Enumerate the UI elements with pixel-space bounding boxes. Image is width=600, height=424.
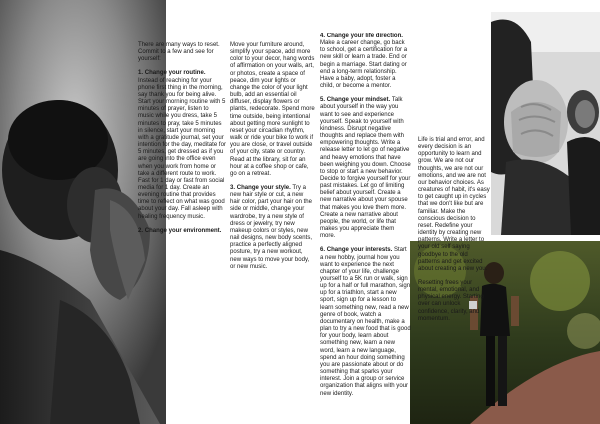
step-2-title: 2. Change your environment. xyxy=(138,227,222,234)
step-6 xyxy=(320,247,411,397)
step-2 xyxy=(138,228,226,235)
text-column-2 xyxy=(230,42,315,278)
step-3-title: 3. Change your style. xyxy=(230,184,291,191)
step-3-body: Try a new hair style or cut, a new hair color, part your hair on the side or middle, change your wardrobe, try a new style of dress or jewelry, try new makeup colors or styles, new nail designs, new body scents, practice a perfectly aligned posture, try a new workout, new ways to move your body, or new music. xyxy=(230,184,313,270)
step-1 xyxy=(138,70,226,220)
intro-text: There are many ways to reset. Commit to a few and see for yourself: xyxy=(138,42,220,63)
step-2-continued xyxy=(230,42,315,178)
step-5 xyxy=(320,97,411,240)
step-4-title: 4. Change your life direction. xyxy=(320,33,403,39)
text-column-1 xyxy=(138,42,226,242)
step-6-title: 6. Change your interests. xyxy=(320,247,393,254)
step-1-title: 1. Change your routine. xyxy=(138,70,206,77)
closing-paragraph-1: Life is trial and error, and every decision is an opportunity to learn and grow. We are not our thoughts, we are not our emotions, and we are not our behavior choices. As creatures of habit, it's easy to get caught up in cycles that we don't like but are familiar. Make the conscious decision to reset. Redefine your identity by creating new patterns. Write a letter to your old self saying goodbye to the old patterns and get excited about creating a new you. xyxy=(418,137,490,272)
step-6-body-text: Start a new hobby, journal how you want to experience the next chapter of your life, challenge yourself to a 5K run or walk, sign up for a half or full marathon, sign up for a triathlon, start a new sport, sign up for a lesson to learn something new, read a new genre of book, watch a documentary on health, make a plan to try a new food that is good for your body, learn about something new, learn a new word, learn a new language, spend an hour doing something you are passionate about or do something that sparks your interest. Join a group or service organization that aligns with your new identity. xyxy=(320,247,411,397)
text-column-4b xyxy=(418,33,491,330)
text-column-3 xyxy=(320,33,411,424)
step-3 xyxy=(230,185,315,271)
step-4-body: Make a career change, go back to school, get a certification for a new skill or learn a trade. End or begin a marriage. Start dating or end a long-term relationship. Have a baby, adopt, foster a child, or become a mentor. xyxy=(320,40,408,90)
step-1-body: Instead of reaching for your phone first thing in the morning, say thank you for being alive. Start your morning routine with 5 minutes of prayer, listen to music while you dress, take 5 minutes to pray, take 5 minutes in silence, start your morning with a gratitude journal, set your intention for the day, meditate for 5 minutes, get dressed as if you are going into the office even when you work from home or take a different route to work. Fast for 1 day or fast from social media for 1 day. Create an evening routine that provides time to reflect on what was good about your day. Fall asleep with healing frequency music. xyxy=(138,77,226,220)
step-5-body: Talk about yourself in the way you want to see and experience yourself. Speak to yourself with kindness. Disrupt negative thoughts and replace them with empowering thoughts. Write a release letter to let go of negative and heavy emotions that have been weighing you down. Choose to stop or start a new behavior. Decide to forgive yourself for your past mistakes. Let go of limiting belief about yourself. Create a new narrative about your spouse that makes you love them more. Create a new narrative about people, the world, or life that makes you appreciate them more. xyxy=(320,97,411,240)
step-4 xyxy=(320,33,411,90)
braided-hair-women-photo xyxy=(491,12,600,235)
step-2-body: Move your furniture around, simplify your space, add more color to your decor, hang words of affirmation on your walls, art, or photos, create a space of peace, dim your lights or change the color of your light bulb, add an essential oil diffuser, display flowers or plants, redecorate. Spend more time outside, being intentional about getting more sunlight to reset your circadian rhythm, walk or ride your bike to work if you are close, or travel outside of your city, state or country. Read at the library, sit for an hour at a coffee shop or cafe, go on a retreat. xyxy=(230,42,315,177)
photo-fade xyxy=(122,290,310,424)
step-5-title: 5. Change your mindset. xyxy=(320,97,391,104)
closing-paragraph-2: Resetting frees your mental, emotional, and physical energy. Starting over can unlock confidence, clarity, and momentum. xyxy=(418,279,484,322)
